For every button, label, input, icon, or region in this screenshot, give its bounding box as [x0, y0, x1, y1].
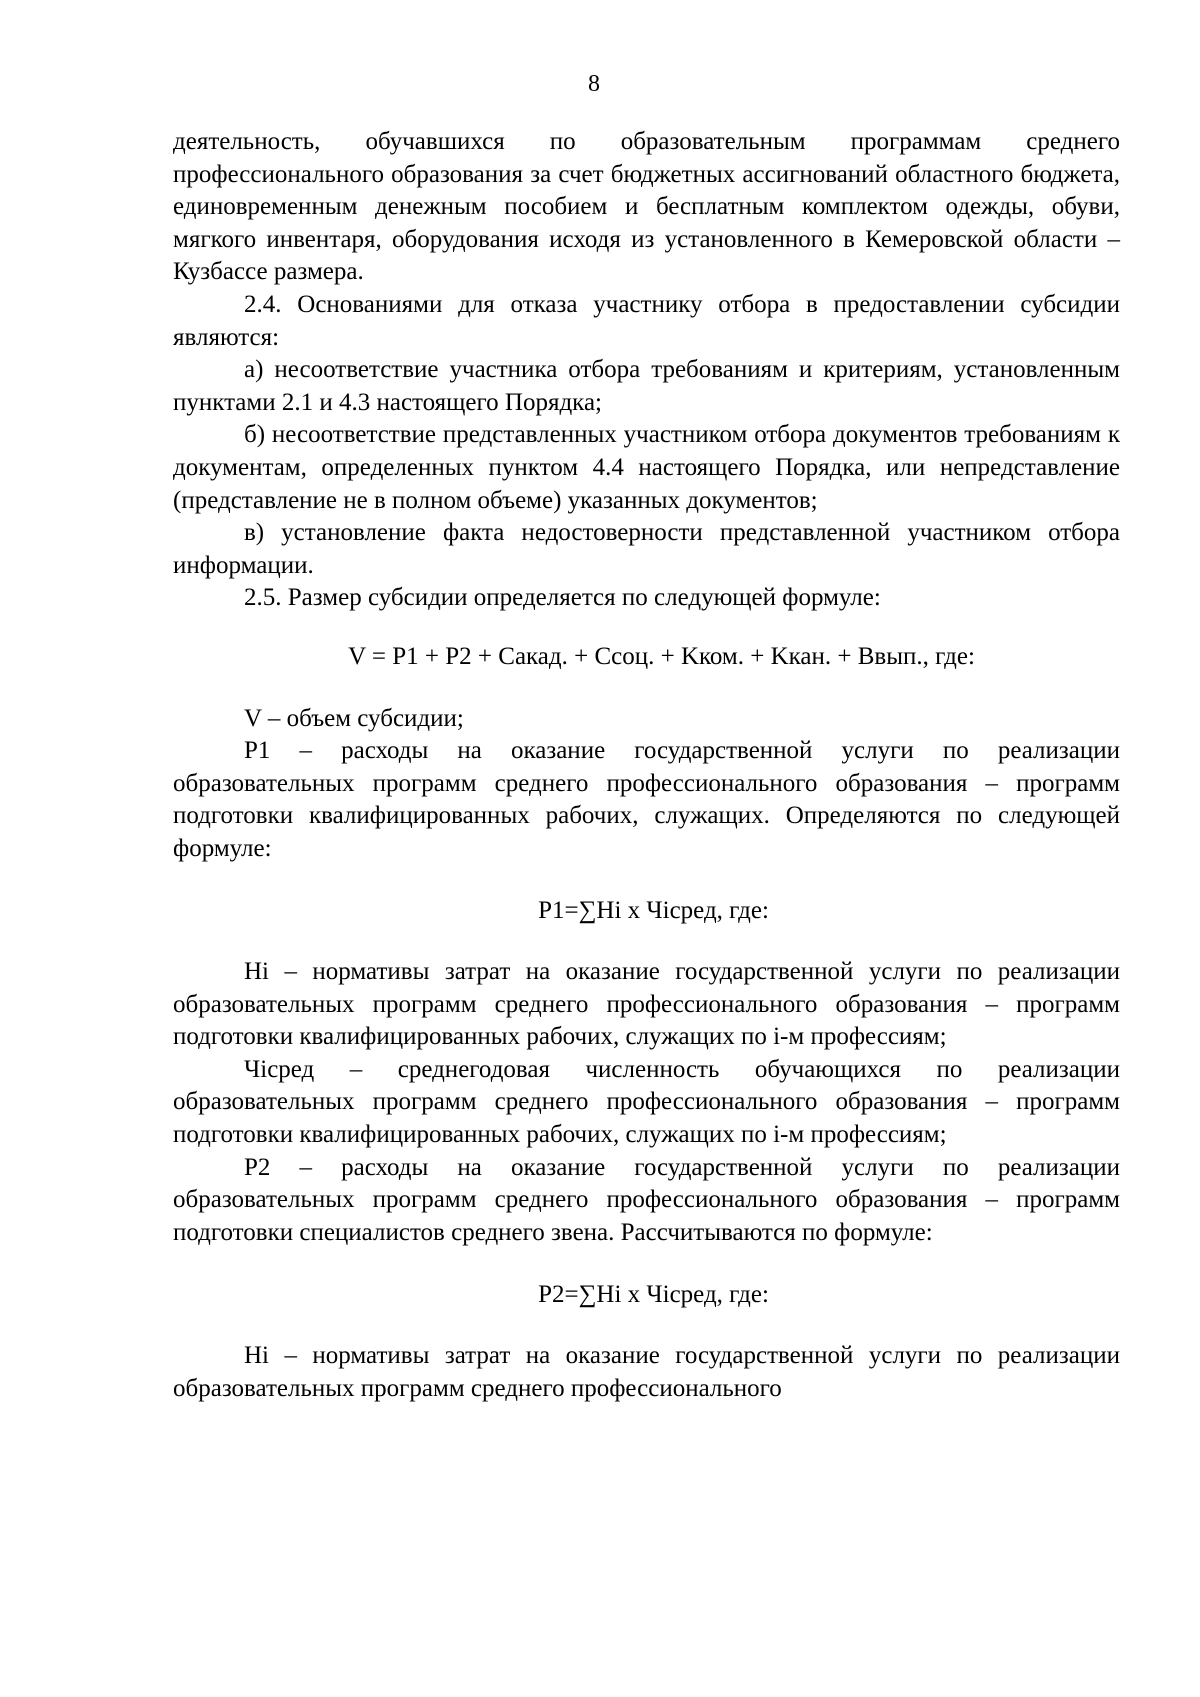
definition-hi-2: Hi – нормативы затрат на оказание государственной услуги по реализации образовательных программ среднего профессионального	[173, 1342, 1120, 1402]
list-item-a: а) несоответствие участника отбора требованиям и критериям, установленным пунктами 2.1 и 4.3 настоящего Порядка;	[173, 356, 1120, 416]
document-body	[173, 126, 1120, 1405]
list-item-v: в) установление факта недостоверности представленной участником отбора информации.	[173, 519, 1120, 579]
paragraph-2-5: 2.5. Размер субсидии определяется по следующей формуле:	[244, 584, 881, 612]
definition-hi-1: Hi – нормативы затрат на оказание государственной услуги по реализации образовательных программ среднего профессионального образования – программ подготовки квалифицированных рабочих, служащих по i-м профессиям;	[173, 958, 1120, 1051]
definition-p2: P2 – расходы на оказание государственной услуги по реализации образовательных программ среднего профессионального образования – программ подготовки специалистов среднего звена. Рассчитываются по формуле:	[173, 1153, 1120, 1246]
page-number: 8	[588, 71, 600, 97]
formula-subsidy: V = P1 + P2 + Cакад. + Cсоц. + Kком. + Kкан. + Bвып., где:	[348, 642, 975, 670]
paragraph-continuation: деятельность, обучавшихся по образовательным программам среднего профессионального образования за счет бюджетных ассигнований областного бюджета, единовременным денежным пособием и бесплатным комплектом одежды, обуви, мягкого инвентаря, оборудования исходя из установленного в Кемеровской области – Кузбассе размера.	[173, 128, 1120, 286]
list-item-b: б) несоответствие представленных участником отбора документов требованиям к документам, определенных пунктом 4.4 настоящего Порядка, или непредставление (представление не в полном объеме) указанных документов;	[173, 421, 1120, 514]
paragraph-2-4: 2.4. Основаниями для отказа участнику отбора в предоставлении субсидии являются:	[173, 290, 1120, 351]
formula-p1: P1=∑Hi x Чiсред, где:	[538, 897, 769, 925]
definition-p1: P1 – расходы на оказание государственной услуги по реализации образовательных программ среднего профессионального образования – программ подготовки квалифицированных рабочих, служащих. Определяются по следующей формуле:	[173, 737, 1120, 862]
definition-chi-sred: Чiсред – среднегодовая численность обучающихся по реализации образовательных программ среднего профессионального образования – программ подготовки квалифицированных рабочих, служащих по i-м профессиям;	[173, 1055, 1120, 1149]
formula-p2: P2=∑Hi x Чiсред, где:	[538, 1281, 769, 1309]
definition-v: V – объем субсидии;	[244, 704, 464, 732]
